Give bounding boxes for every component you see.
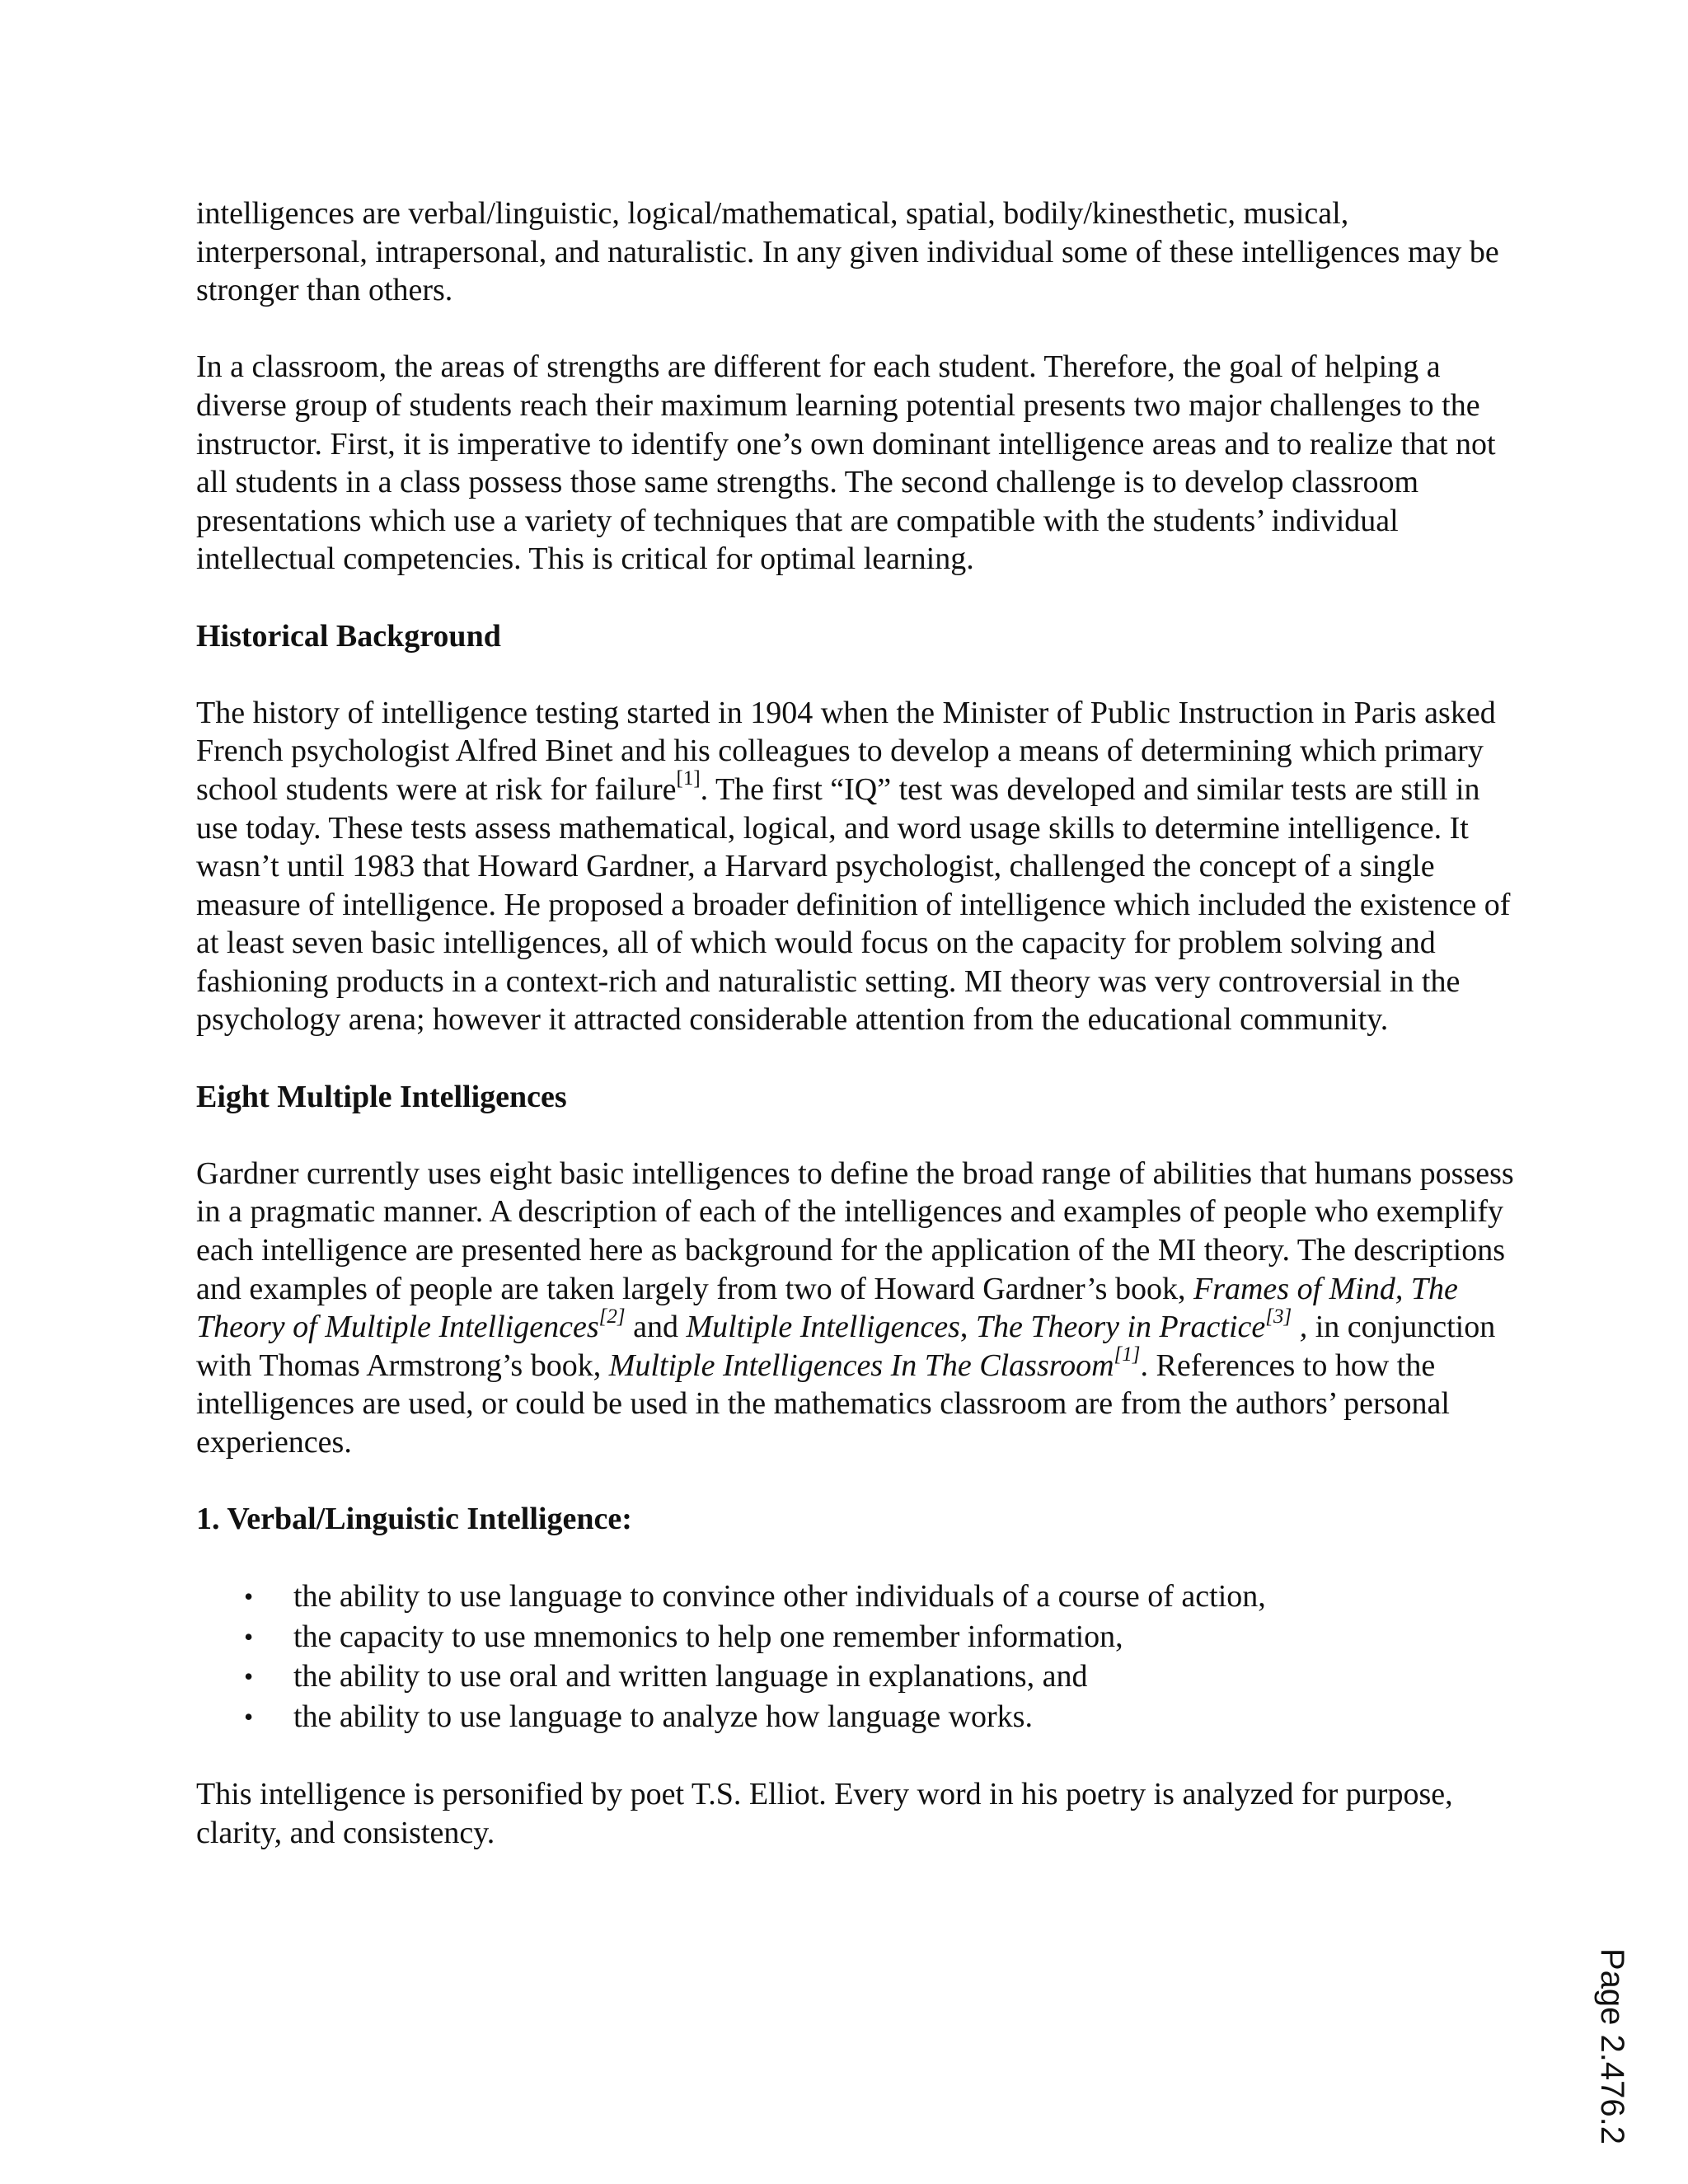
eight-paragraph (196, 1155, 1523, 1462)
list-item-text: the ability to use language to convince other individuals of a course of action, (293, 1579, 1266, 1615)
citation-ref-1: [1] (676, 767, 701, 790)
list-item (196, 1657, 1523, 1697)
page-body (196, 194, 1523, 1891)
bullet-icon: • (244, 1582, 254, 1612)
intro-paragraph-2: In a classroom, the areas of strengths are different for each student. Therefore, the goal of helping a diverse group of students reach their maximum learning potential presents two major challenges to the instructor. First, it is imperative to identify one’s own dominant intelligence areas and to realize that not all students in a class possess those same strengths. The second challenge is to develop classroom presentations which use a variety of techniques that are compatible with the students’ individual intellectual competencies. This is critical for optimal learning. (196, 349, 1496, 577)
list-item-text: the ability to use oral and written language in explanations, and (293, 1659, 1088, 1694)
bullet-icon: • (244, 1661, 254, 1692)
bullet-icon: • (244, 1701, 254, 1732)
heading-historical-background: Historical Background (196, 618, 501, 654)
eight-text-comma: , (959, 1310, 976, 1345)
historical-paragraph (196, 694, 1523, 1039)
eight-text-a: Gardner currently uses eight basic intelligences to define the broad range of abilities that humans possess in a pragmatic manner. A description of each of the intelligences and examples of people who exemplify each intelligence are presented here as background for the application of the MI theory. The descriptions and examples of people are taken largely from two of Howard Gardner’s book, (196, 1155, 1514, 1306)
citation-ref-3 (1265, 1305, 1292, 1328)
list-item (196, 1697, 1523, 1737)
list-item-text: the capacity to use mnemonics to help one remember information, (293, 1619, 1123, 1654)
list-item (196, 1617, 1523, 1657)
book-title-mi-in-the-classroom: Multiple Intelligences In The Classroom (608, 1347, 1114, 1383)
list-item (196, 1577, 1523, 1617)
citation-ref-3-text: [3] (1265, 1305, 1292, 1328)
book-title-theory-in-practice: The Theory in Practice (975, 1310, 1266, 1345)
intro-paragraph-1: intelligences are verbal/linguistic, logical/mathematical, spatial, bodily/kinesthetic, musical, interpersonal, intrapersonal, and naturalistic. In any given individual some of these intelligences may be stronger than others. (196, 196, 1499, 308)
eight-text-d: . References to how the intelligences are used, or could be used in the mathematics classroom are from the authors’ personal experiences. (196, 1347, 1450, 1460)
citation-ref-2 (599, 1305, 626, 1328)
historical-text-b: . The first “IQ” test was developed and similar tests are still in use today. These tests assess mathematical, logical, and word usage skills to determine intelligence. It wasn’t until 1983 that Howard Gardner, a Harvard psychologist, challenged the concept of a single measure of intelligence. He proposed a broader definition of intelligence which included the existence of at least seven basic intelligences, all of which would focus on the capacity for problem solving and fashioning products in a context-rich and naturalistic setting. MI theory was very controversial in the psychology arena; however it attracted considerable attention from the educational community. (196, 771, 1511, 1038)
eight-text-and: and (625, 1310, 687, 1345)
eight-text-c: in conjunction with Thomas Armstrong’s book, (196, 1310, 1496, 1383)
list-item-text: the ability to use language to analyze how language works. (293, 1699, 1033, 1734)
heading-verbal-linguistic: 1. Verbal/Linguistic Intelligence: (196, 1502, 632, 1537)
book-title-multiple-intelligences: Multiple Intelligences (686, 1310, 960, 1345)
book-title-frames-of-mind: Frames of Mind, The Theory of Multiple Intelligences (196, 1271, 1458, 1345)
heading-eight-multiple-intelligences: Eight Multiple Intelligences (196, 1079, 567, 1114)
citation-ref-2-text: [2] (598, 1305, 626, 1328)
verbal-bullet-list (196, 1577, 1523, 1736)
page-number: Page 2.476.2 (1594, 1948, 1630, 2144)
citation-ref-1-second (1114, 1343, 1141, 1366)
historical-text-a: The history of intelligence testing started in 1904 when the Minister of Public Instruction in Paris asked French psychologist Alfred Binet and his colleagues to develop a means of determining which primary school students were at risk for failure (196, 695, 1496, 807)
citation-ref-3-tail: , (1292, 1310, 1308, 1345)
citation-ref-1-second-text: [1] (1114, 1343, 1141, 1366)
verbal-paragraph: This intelligence is personified by poet T.S. Elliot. Every word in his poetry is analyzed for purpose, clarity, and consistency. (196, 1776, 1453, 1850)
bullet-icon: • (244, 1621, 254, 1652)
